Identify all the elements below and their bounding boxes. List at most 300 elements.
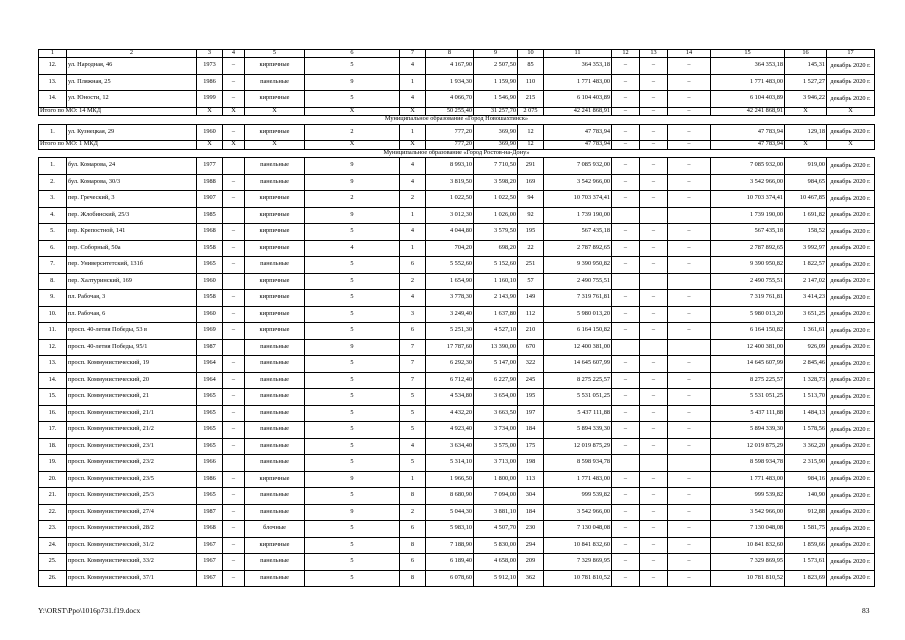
table-cell: 17. <box>39 422 67 439</box>
table-cell: 5 <box>305 405 400 422</box>
table-cell: 14. <box>39 372 67 389</box>
table-cell: 149 <box>518 290 544 307</box>
table-cell: 2 315,90 <box>785 455 827 472</box>
table-cell: декабрь 2020 г. <box>827 240 875 257</box>
table-cell: – <box>640 405 668 422</box>
table-cell: – <box>640 422 668 439</box>
table-cell: – <box>668 488 711 505</box>
table-cell: просп. Коммунистический, 37/1 <box>67 570 197 587</box>
table-cell: кирпичные <box>245 306 305 323</box>
table-cell: 8 <box>400 488 426 505</box>
table-cell: – <box>668 91 711 108</box>
table-cell: 4 507,70 <box>474 521 518 538</box>
table-cell: 12 <box>518 124 544 141</box>
column-number: 16 <box>785 50 827 58</box>
table-cell: 3 542 966,00 <box>711 504 785 521</box>
table-cell: – <box>668 438 711 455</box>
table-cell: 9 <box>305 471 400 488</box>
table-cell: – <box>640 124 668 141</box>
table-cell: – <box>668 521 711 538</box>
table-cell: 3 012,30 <box>426 207 474 224</box>
table-cell: 14 645 607,99 <box>544 356 612 373</box>
table-cell: 1968 <box>197 224 223 241</box>
table-cell: 47 783,94 <box>711 124 785 141</box>
table-cell: 6 164 150,82 <box>544 323 612 340</box>
table-cell: блочные <box>245 521 305 538</box>
table-cell: 8 993,10 <box>426 158 474 175</box>
table-cell: 5 980 013,20 <box>711 306 785 323</box>
table-cell: – <box>668 240 711 257</box>
table-cell: 698,20 <box>474 240 518 257</box>
table-cell: 10 467,85 <box>785 191 827 208</box>
table-row <box>39 537 875 554</box>
table-cell: 5 <box>305 323 400 340</box>
table-cell: 1 328,73 <box>785 372 827 389</box>
table-cell: 6. <box>39 240 67 257</box>
table-cell: 195 <box>518 224 544 241</box>
table-cell: 184 <box>518 504 544 521</box>
table-cell: – <box>640 537 668 554</box>
table-cell: панельные <box>245 455 305 472</box>
table-cell: 1977 <box>197 158 223 175</box>
table-cell: 304 <box>518 488 544 505</box>
table-cell: – <box>640 554 668 571</box>
table-cell: 999 539,82 <box>544 488 612 505</box>
table-cell: 4 <box>400 438 426 455</box>
table-row <box>39 339 875 356</box>
table-cell: – <box>223 257 245 274</box>
table-cell: 2 490 755,51 <box>544 273 612 290</box>
table-cell: 984,16 <box>785 471 827 488</box>
table-row <box>39 372 875 389</box>
table-cell: 5 437 111,88 <box>544 405 612 422</box>
table-cell: 2 787 892,65 <box>711 240 785 257</box>
table-cell: – <box>612 356 640 373</box>
table-row <box>39 389 875 406</box>
table-cell: – <box>668 224 711 241</box>
table-cell: 8 275 225,57 <box>544 372 612 389</box>
table-cell: панельные <box>245 405 305 422</box>
table-cell: 1 771 483,00 <box>544 74 612 91</box>
table-cell: 8 598 934,78 <box>711 455 785 472</box>
table-cell: – <box>612 58 640 75</box>
table-cell: пер. Крепостной, 141 <box>67 224 197 241</box>
table-row <box>39 240 875 257</box>
municipality-heading: Муниципальное образование «Город Ростов-на-Дону» <box>39 149 875 158</box>
table-cell: 1 513,70 <box>785 389 827 406</box>
table-cell: 1 484,13 <box>785 405 827 422</box>
table-cell: 1 739 190,00 <box>544 207 612 224</box>
column-number: 13 <box>640 50 668 58</box>
table-cell: 8. <box>39 273 67 290</box>
table-cell: – <box>612 488 640 505</box>
table-row <box>39 174 875 191</box>
table-cell: 1964 <box>197 372 223 389</box>
table-cell: 7 188,90 <box>426 537 474 554</box>
table-cell: 10 781 810,52 <box>544 570 612 587</box>
total-cell: 2 075 <box>518 107 544 116</box>
table-cell <box>640 273 668 290</box>
total-row <box>39 141 875 150</box>
column-number: 3 <box>197 50 223 58</box>
table-cell: 4 923,40 <box>426 422 474 439</box>
table-cell: 3 249,40 <box>426 306 474 323</box>
table-cell: 5 <box>305 58 400 75</box>
table-cell: ул. Народная, 46 <box>67 58 197 75</box>
table-cell: просп. Коммунистический, 20 <box>67 372 197 389</box>
table-cell: 6 <box>400 554 426 571</box>
table-cell: декабрь 2020 г. <box>827 537 875 554</box>
table-cell: 5 830,00 <box>474 537 518 554</box>
table-cell: просп. Коммунистический, 23/1 <box>67 438 197 455</box>
table-cell: 6 <box>400 323 426 340</box>
table-cell: – <box>223 356 245 373</box>
table-row <box>39 58 875 75</box>
table-cell: – <box>223 74 245 91</box>
table-cell: пер. Университетский, 131б <box>67 257 197 274</box>
table-cell: просп. Коммунистический, 23/5 <box>67 471 197 488</box>
table-cell: 1 859,66 <box>785 537 827 554</box>
total-cell: Х <box>223 107 245 116</box>
total-cell: Х <box>305 107 400 116</box>
table-cell: – <box>668 58 711 75</box>
table-cell: 17 787,60 <box>426 339 474 356</box>
table-cell: 5 <box>305 290 400 307</box>
table-cell: 2 <box>400 191 426 208</box>
table-cell: 4 167,90 <box>426 58 474 75</box>
table-cell: – <box>612 240 640 257</box>
table-cell: – <box>668 422 711 439</box>
table-cell: 7 085 932,00 <box>544 158 612 175</box>
table-cell: 1 771 483,00 <box>711 471 785 488</box>
table-cell: – <box>612 91 640 108</box>
table-cell: 7 130 048,08 <box>711 521 785 538</box>
table-cell: 291 <box>518 158 544 175</box>
table-cell: 4 <box>400 224 426 241</box>
total-cell: Х <box>400 141 426 150</box>
table-cell: – <box>612 323 640 340</box>
table-cell <box>668 455 711 472</box>
table-cell <box>223 207 245 224</box>
table-cell: декабрь 2020 г. <box>827 488 875 505</box>
column-number: 10 <box>518 50 544 58</box>
table-cell: кирпичные <box>245 471 305 488</box>
table-cell: – <box>640 224 668 241</box>
table-cell: 3 734,00 <box>474 422 518 439</box>
table-cell: 5 912,10 <box>474 570 518 587</box>
table-cell: – <box>612 174 640 191</box>
table-cell: – <box>223 124 245 141</box>
table-cell: 1. <box>39 158 67 175</box>
table-cell: 5 <box>305 488 400 505</box>
table-cell: 1 <box>400 207 426 224</box>
table-cell: – <box>612 438 640 455</box>
table-cell: панельные <box>245 174 305 191</box>
total-cell: – <box>640 107 668 116</box>
table-cell: 926,09 <box>785 339 827 356</box>
table-cell: 9 <box>305 339 400 356</box>
table-cell: 6 104 403,89 <box>711 91 785 108</box>
table-cell: – <box>640 191 668 208</box>
table-row <box>39 290 875 307</box>
table-cell: декабрь 2020 г. <box>827 174 875 191</box>
table-cell: – <box>223 91 245 108</box>
table-cell: – <box>640 74 668 91</box>
table-cell: 1987 <box>197 339 223 356</box>
table-cell: 6 712,40 <box>426 372 474 389</box>
table-row <box>39 273 875 290</box>
table-cell: кирпичные <box>245 124 305 141</box>
table-cell: – <box>668 323 711 340</box>
table-cell: бул. Комарова, 30/3 <box>67 174 197 191</box>
table-cell <box>668 339 711 356</box>
table-cell: – <box>640 372 668 389</box>
table-cell: декабрь 2020 г. <box>827 91 875 108</box>
table-cell: 362 <box>518 570 544 587</box>
table-cell: 7 085 932,00 <box>711 158 785 175</box>
table-cell: 1 022,50 <box>426 191 474 208</box>
table-cell <box>640 455 668 472</box>
table-cell: 21. <box>39 488 67 505</box>
table-cell: 919,00 <box>785 158 827 175</box>
table-cell: просп. Коммунистический, 21/1 <box>67 405 197 422</box>
table-cell: 7 710,50 <box>474 158 518 175</box>
table-cell: 1907 <box>197 191 223 208</box>
total-cell: 369,90 <box>474 141 518 150</box>
table-cell: 158,52 <box>785 224 827 241</box>
table-cell: 5 <box>400 389 426 406</box>
table-cell: 984,65 <box>785 174 827 191</box>
table-cell: 6 227,90 <box>474 372 518 389</box>
table-cell: – <box>223 58 245 75</box>
total-cell: Х <box>245 107 305 116</box>
table-cell: ул. Пляжная, 25 <box>67 74 197 91</box>
table-cell: кирпичные <box>245 240 305 257</box>
table-cell: – <box>668 174 711 191</box>
table-cell: пл. Рабочая, 3 <box>67 290 197 307</box>
table-cell: 2 490 755,51 <box>711 273 785 290</box>
column-number: 15 <box>711 50 785 58</box>
table-cell: 5 152,60 <box>474 257 518 274</box>
table-cell: – <box>640 488 668 505</box>
table-cell: 210 <box>518 323 544 340</box>
table-cell: панельные <box>245 570 305 587</box>
table-cell: 1965 <box>197 488 223 505</box>
table-cell: – <box>223 570 245 587</box>
table-cell: 1967 <box>197 570 223 587</box>
table-cell: панельные <box>245 438 305 455</box>
table-cell: – <box>668 257 711 274</box>
table-cell: пер. Халтуринский, 169 <box>67 273 197 290</box>
table-cell: 13. <box>39 74 67 91</box>
table-cell: – <box>612 191 640 208</box>
table-body <box>39 50 875 587</box>
table-row <box>39 438 875 455</box>
table-cell: декабрь 2020 г. <box>827 471 875 488</box>
table-cell: 1999 <box>197 91 223 108</box>
table-cell: 245 <box>518 372 544 389</box>
table-cell: просп. Коммунистический, 25/3 <box>67 488 197 505</box>
table-cell: 4 <box>400 158 426 175</box>
table-cell: – <box>640 257 668 274</box>
table-cell: кирпичные <box>245 224 305 241</box>
table-cell: 9 390 950,82 <box>711 257 785 274</box>
table-cell: – <box>223 372 245 389</box>
table-cell <box>612 339 640 356</box>
table-cell: 3 651,25 <box>785 306 827 323</box>
table-cell: 1 <box>400 471 426 488</box>
table-cell: 567 435,18 <box>711 224 785 241</box>
table-cell <box>612 207 640 224</box>
table-cell: 5 147,00 <box>474 356 518 373</box>
table-row <box>39 91 875 108</box>
table-cell: 4 066,70 <box>426 91 474 108</box>
table-cell: 1 691,82 <box>785 207 827 224</box>
total-cell: Х <box>827 141 875 150</box>
table-cell: 3 663,50 <box>474 405 518 422</box>
table-cell: 5 <box>305 273 400 290</box>
table-row <box>39 191 875 208</box>
table-cell: 14. <box>39 91 67 108</box>
table-cell: – <box>668 471 711 488</box>
table-cell: 7 130 048,08 <box>544 521 612 538</box>
table-cell: – <box>668 504 711 521</box>
table-cell: 6 189,40 <box>426 554 474 571</box>
table-cell: 1. <box>39 124 67 141</box>
total-cell: 47 783,94 <box>544 141 612 150</box>
table-cell: декабрь 2020 г. <box>827 356 875 373</box>
table-cell: декабрь 2020 г. <box>827 372 875 389</box>
table-cell: 4 <box>400 58 426 75</box>
table-cell: 1 637,80 <box>474 306 518 323</box>
table-cell: 8 598 934,78 <box>544 455 612 472</box>
table-cell: 1960 <box>197 306 223 323</box>
table-cell: 5 980 013,20 <box>544 306 612 323</box>
housing-table <box>38 49 875 587</box>
column-number: 9 <box>474 50 518 58</box>
table-cell: 198 <box>518 455 544 472</box>
table-cell: 1 823,69 <box>785 570 827 587</box>
table-cell: 8 275 225,57 <box>711 372 785 389</box>
table-cell: 12 400 381,00 <box>544 339 612 356</box>
table-cell: 5 552,60 <box>426 257 474 274</box>
table-cell: 5 <box>305 554 400 571</box>
table-cell: 2 507,50 <box>474 58 518 75</box>
table-cell: – <box>223 405 245 422</box>
table-cell: пер. Греческий, 3 <box>67 191 197 208</box>
table-cell: 9 390 950,82 <box>544 257 612 274</box>
table-cell: – <box>223 471 245 488</box>
table-row <box>39 570 875 587</box>
table-cell: 4 432,20 <box>426 405 474 422</box>
table-cell: декабрь 2020 г. <box>827 554 875 571</box>
table-cell: 6 <box>400 257 426 274</box>
table-cell: 13 390,00 <box>474 339 518 356</box>
table-cell: 215 <box>518 91 544 108</box>
table-cell: – <box>223 537 245 554</box>
table-cell: – <box>640 290 668 307</box>
table-cell: – <box>612 521 640 538</box>
table-row <box>39 306 875 323</box>
table-row <box>39 323 875 340</box>
table-cell: 1965 <box>197 438 223 455</box>
column-number: 14 <box>668 50 711 58</box>
table-cell: 5 <box>400 455 426 472</box>
table-cell: – <box>668 191 711 208</box>
table-cell: 1 934,30 <box>426 74 474 91</box>
table-cell: – <box>640 356 668 373</box>
table-cell: 4 <box>400 290 426 307</box>
table-cell: 7 329 869,95 <box>544 554 612 571</box>
total-cell: – <box>640 141 668 150</box>
table-cell: 1958 <box>197 240 223 257</box>
table-cell: 5 <box>305 372 400 389</box>
table-cell: 12 400 381,00 <box>711 339 785 356</box>
table-cell: 1968 <box>197 521 223 538</box>
table-cell: – <box>640 521 668 538</box>
table-cell: – <box>612 471 640 488</box>
table-cell: – <box>668 405 711 422</box>
table-cell: 1 026,00 <box>474 207 518 224</box>
table-cell: 912,88 <box>785 504 827 521</box>
table-cell: 1 578,56 <box>785 422 827 439</box>
table-cell: пл. Рабочая, 6 <box>67 306 197 323</box>
table-cell: декабрь 2020 г. <box>827 570 875 587</box>
table-cell: 704,20 <box>426 240 474 257</box>
table-cell: 9 <box>305 504 400 521</box>
table-cell: просп. Коммунистический, 33/2 <box>67 554 197 571</box>
table-cell: 22 <box>518 240 544 257</box>
table-cell: – <box>223 521 245 538</box>
table-cell: 129,18 <box>785 124 827 141</box>
total-cell: Х <box>785 107 827 116</box>
table-cell: 197 <box>518 405 544 422</box>
table-cell: декабрь 2020 г. <box>827 224 875 241</box>
table-cell: – <box>640 570 668 587</box>
table-cell: 140,90 <box>785 488 827 505</box>
table-cell: 3 542 966,00 <box>544 174 612 191</box>
table-cell: 1967 <box>197 554 223 571</box>
table-cell: 5 983,10 <box>426 521 474 538</box>
total-cell: Х <box>305 141 400 150</box>
section-heading-row <box>39 149 875 158</box>
column-number-row <box>39 50 875 58</box>
table-cell: – <box>223 306 245 323</box>
table-cell: кирпичные <box>245 58 305 75</box>
table-cell: – <box>223 504 245 521</box>
table-cell: – <box>612 389 640 406</box>
table-cell: 4 658,00 <box>474 554 518 571</box>
table-cell: панельные <box>245 257 305 274</box>
table-cell <box>223 273 245 290</box>
table-cell: 3 362,20 <box>785 438 827 455</box>
table-cell: 1 822,57 <box>785 257 827 274</box>
table-cell: – <box>668 389 711 406</box>
table-cell: панельные <box>245 422 305 439</box>
table-cell <box>640 339 668 356</box>
table-cell: 14 645 607,99 <box>711 356 785 373</box>
table-row <box>39 455 875 472</box>
table-cell: декабрь 2020 г. <box>827 124 875 141</box>
table-cell: 13. <box>39 356 67 373</box>
table-cell: просп. Коммунистический, 21/2 <box>67 422 197 439</box>
table-cell: 5 251,30 <box>426 323 474 340</box>
table-row <box>39 504 875 521</box>
table-row <box>39 257 875 274</box>
table-cell: кирпичные <box>245 323 305 340</box>
table-cell: 25. <box>39 554 67 571</box>
table-cell: 6 078,60 <box>426 570 474 587</box>
